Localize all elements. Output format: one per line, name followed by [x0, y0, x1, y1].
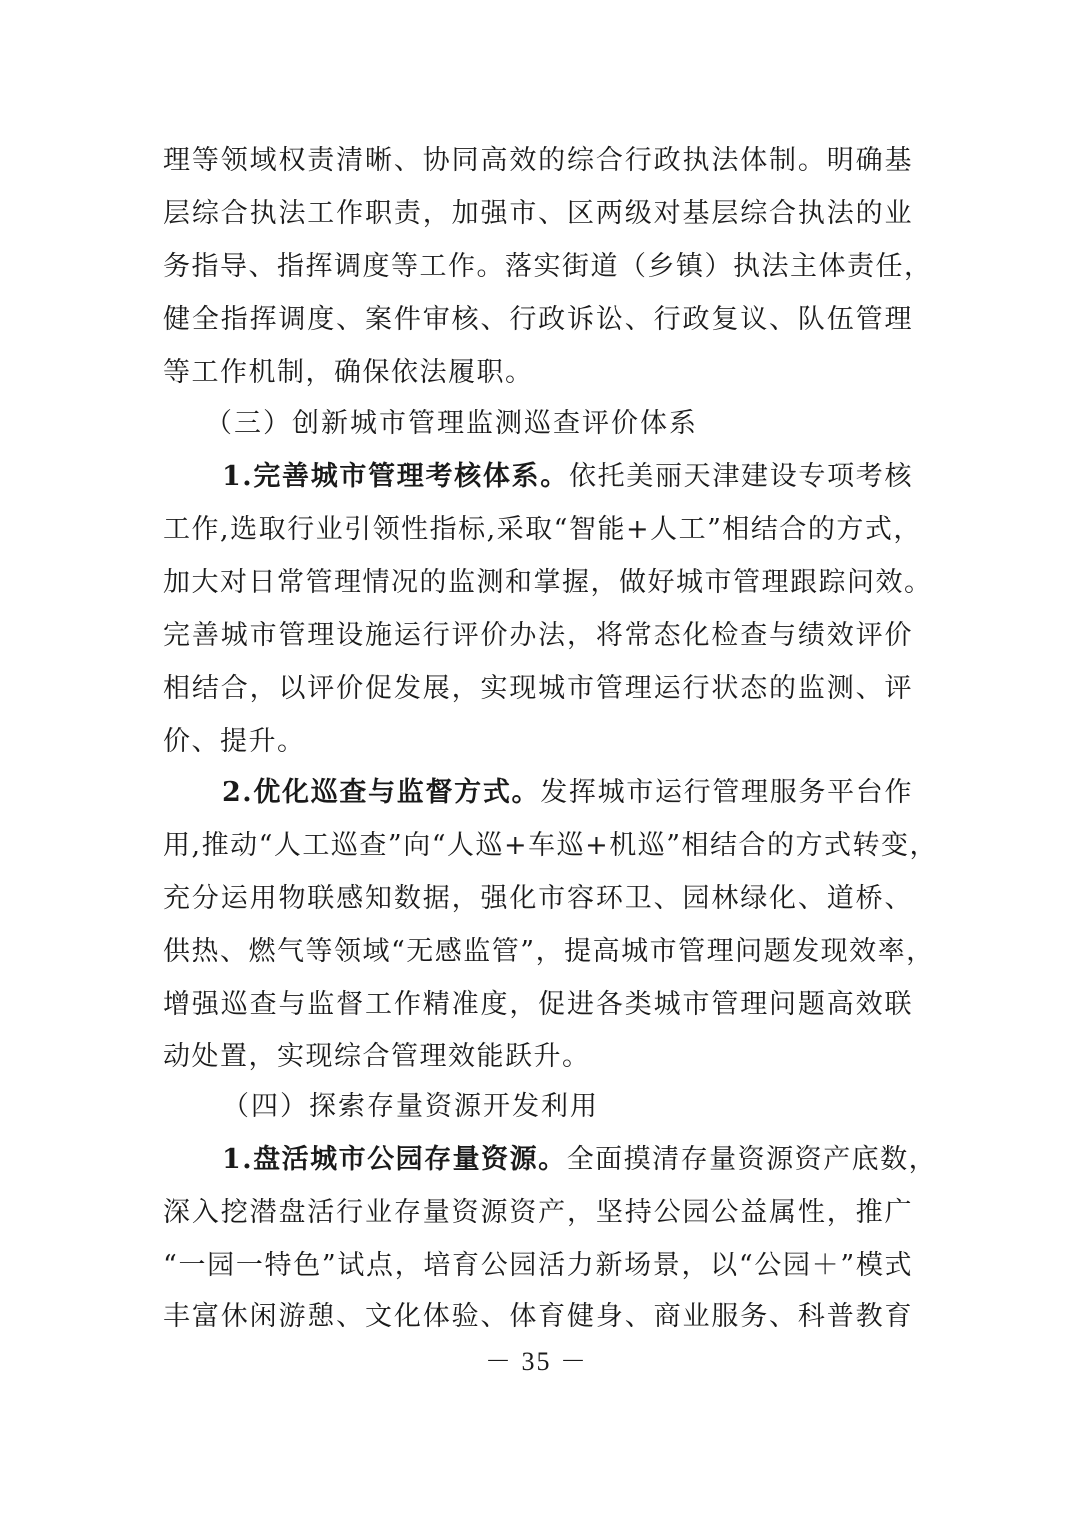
- paragraph-line: 等工作机制，确保依法履职。: [163, 357, 534, 388]
- item-lead-title: 2.优化巡查与监督方式。: [222, 777, 541, 808]
- paragraph-line: 相结合，以评价促发展，实现城市管理运行状态的监测、评: [163, 673, 913, 704]
- item-lead-text: 全面摸清存量资源资产底数，: [566, 1144, 938, 1175]
- item-lead-text: 依托美丽天津建设专项考核: [568, 461, 913, 492]
- paragraph-line: 丰富休闲游憩、文化体验、体育健身、商业服务、科普教育: [163, 1301, 913, 1332]
- item-lead-title: 1.盘活城市公园存量资源。: [222, 1144, 567, 1175]
- paragraph-line: 务指导、指挥调度等工作。落实街道（乡镇）执法主体责任，: [163, 251, 933, 282]
- paragraph-line: 动处置，实现综合管理效能跃升。: [163, 1041, 591, 1072]
- item-first-line: [222, 460, 913, 494]
- item-first-line: [222, 776, 913, 810]
- paragraph-line: 健全指挥调度、案件审核、行政诉讼、行政复议、队伍管理: [163, 304, 913, 335]
- section-heading: （四）探索存量资源开发利用: [222, 1091, 599, 1122]
- item-lead-text: 发挥城市运行管理服务平台作: [540, 777, 913, 808]
- paragraph-line: 供热、燃气等领域“无感监管”，提高城市管理问题发现效率，: [163, 936, 935, 967]
- paragraph-line: 深入挖潜盘活行业存量资源资产，坚持公园公益属性，推广: [163, 1197, 913, 1228]
- section-heading: （三）创新城市管理监测巡查评价体系: [205, 408, 698, 439]
- paragraph-line: 价、提升。: [163, 726, 306, 757]
- paragraph-line: 用,推动“人工巡查”向“人巡+车巡+机巡”相结合的方式转变，: [163, 830, 939, 861]
- paragraph-line: 增强巡查与监督工作精准度，促进各类城市管理问题高效联: [163, 989, 913, 1020]
- paragraph-line: “一园一特色”试点，培育公园活力新场景，以“公园＋”模式: [163, 1250, 913, 1281]
- paragraph-line: 完善城市管理设施运行评价办法，将常态化检查与绩效评价: [163, 620, 913, 651]
- item-first-line: [222, 1143, 938, 1177]
- paragraph-line: 层综合执法工作职责，加强市、区两级对基层综合执法的业: [163, 198, 913, 229]
- paragraph-line: 加大对日常管理情况的监测和掌握，做好城市管理跟踪问效。: [163, 567, 933, 598]
- paragraph-line: 充分运用物联感知数据，强化市容环卫、园林绿化、道桥、: [163, 883, 913, 914]
- item-lead-title: 1.完善城市管理考核体系。: [222, 461, 569, 492]
- paragraph-line: 工作,选取行业引领性指标,采取“智能+人工”相结合的方式，: [163, 514, 922, 545]
- page-number: － 35 －: [484, 1347, 588, 1376]
- paragraph-line: 理等领域权责清晰、协同高效的综合行政执法体制。明确基: [163, 145, 913, 176]
